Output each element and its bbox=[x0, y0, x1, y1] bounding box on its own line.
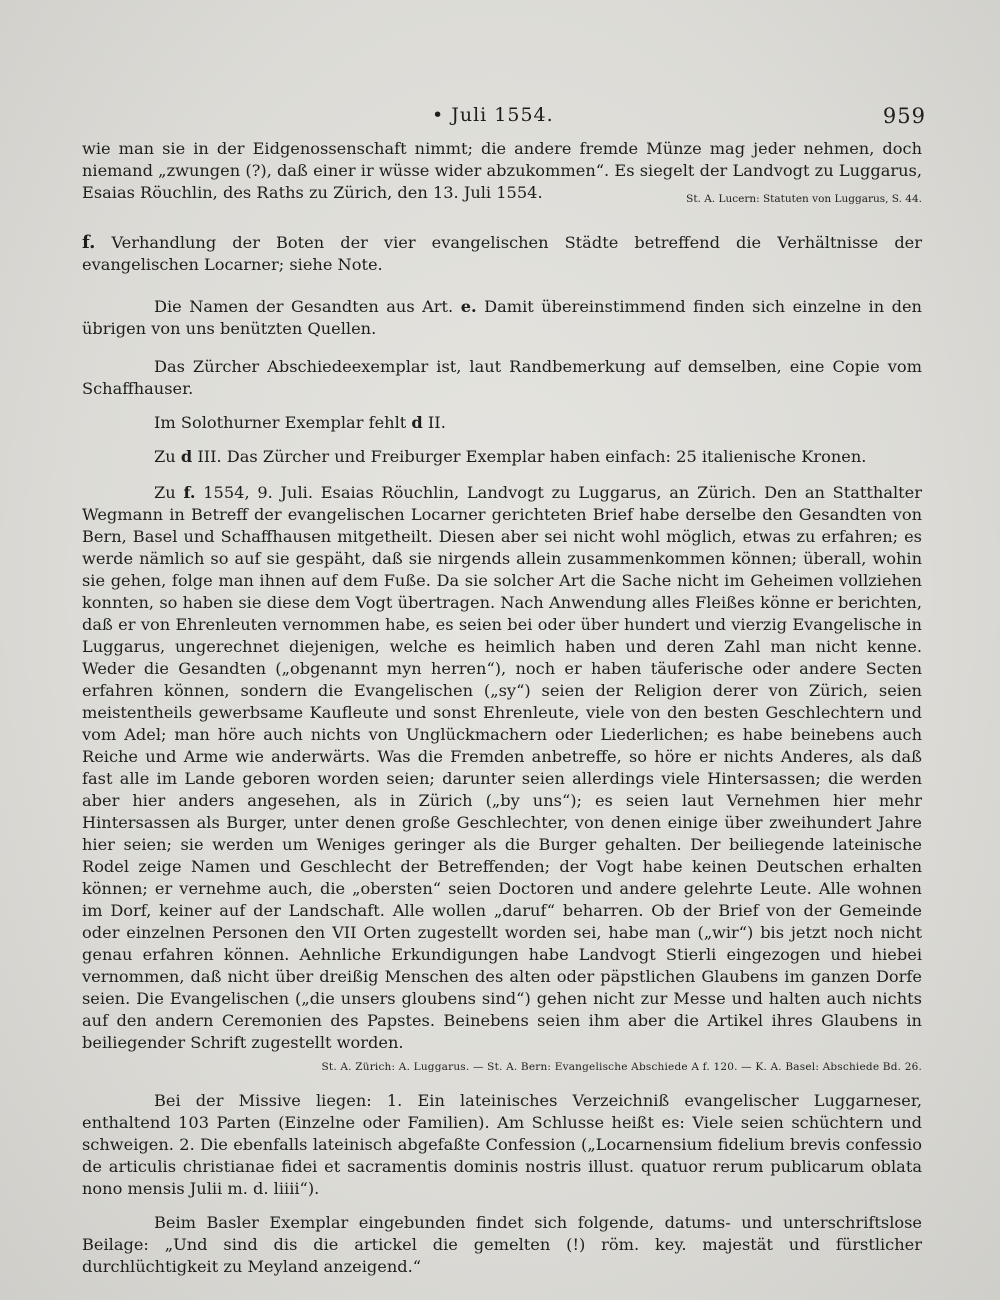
page-number: 959 bbox=[882, 104, 926, 128]
note-text: Die Namen der Gesandten aus Art. bbox=[154, 297, 454, 316]
running-head-date: • Juli 1554. bbox=[432, 104, 554, 126]
note-text: Zu bbox=[154, 483, 176, 502]
note-text: Im Solothurner Exemplar fehlt bbox=[154, 413, 407, 432]
source-citation: St. A. Zürich: A. Luggarus. — St. A. Bern: Evangelische Abschiede A f. 120. — K. A. Basel: Abschiede Bd. 26. bbox=[321, 1061, 922, 1073]
note-solothurner bbox=[82, 412, 922, 434]
note-f-letter bbox=[82, 482, 922, 1054]
note-text: Zu bbox=[154, 447, 176, 466]
source-citation: St. A. Lucern: Statuten von Luggarus, S. 44. bbox=[686, 193, 922, 205]
note-gesandten bbox=[82, 296, 922, 340]
paragraph-charter-end bbox=[82, 138, 922, 204]
note-ref: f. bbox=[183, 483, 196, 502]
section-f-text: Verhandlung der Boten der vier evangelischen Städte betreffend die Verhältnisse der evangelischen Locarner; siehe Note. bbox=[82, 233, 922, 274]
note-ref: d bbox=[180, 447, 193, 466]
note-basler: Beim Basler Exemplar eingebunden findet sich folgende, datums- und unterschriftslose Beilage: „Und sind dis die artickel die gemelten (!) röm. key. majestät und fürstlicher durchlüchtigkeit zu Meyland anzeigend.“ bbox=[82, 1213, 922, 1276]
letter-summary: 1554, 9. Juli. Esaias Röuchlin, Landvogt zu Luggarus, an Zürich. Den an Statthalter Wegmann in Betreff der evangelischen Locarner gerichteten Brief habe derselbe den Gesandten von Bern, Basel und Schaffhausen mitgetheilt. Diesen aber sei nicht wohl möglich, etwas zu erfahren; es werde nämlich so auf sie gespäht, daß sie nirgends allein zusammenkommen können; überall, wohin sie gehen, folge man ihnen auf dem Fuße. Da sie solcher Art die Sache nicht im Geheimen vollziehen konnten, so haben sie diese dem Vogt übertragen. Nach Anwendung alles Fleißes könne er berichten, daß er von Ehrenleuten vernommen habe, es seien bei oder über hundert und vierzig Evangelische in Luggarus, ungerechnet diejenigen, welche es heimlich haben und deren Zahl man nicht kenne. Weder die Gesandten („obgenannt myn herren“), noch er haben täuferische oder andere Secten erfahren können, sondern die Evangelischen („sy“) seien der Religion derer von Zürich, seien meistentheils gewerbsame Kaufleute und sonst Ehrenleute, viele von den besten Geschlechtern und vom Adel; man höre auch nichts von Unglückmachern oder Liederlichen; es habe beinebens auch Reiche und Arme wie anderwärts. Was die Fremden anbetreffe, so höre er nichts Anderes, als daß fast alle im Lande geboren worden seien; darunter seien allerdings viele Hintersassen; die werden aber hier anders angesehen, als in Zürich („by uns“); es seien laut Vernehmen hier mehr Hintersassen als Burger, unter denen große Geschlechter, von denen einige über zweihundert Jahre hier seien; sie werden um Weniges geringer als die Burger gehalten. Der beiliegende lateinische Rodel zeige Namen und Geschlecht der Betreffenden; der Vogt habe keinen Deutschen erhalten können; er vernehme auch, die „obersten“ seien Doctoren und andere gelehrte Leute. Alle wohnen im Dorf, keiner auf der Landschaft. Alle wollen „daruf“ beharren. Ob der Brief von der Gemeinde oder einzelnen Personen den VII Orten zugestellt worden sei, habe man („wir“) bis jetzt noch nicht genau erfahren können. Aehnliche Erkundigungen habe Landvogt Stierli eingezogen und hiebei vernommen, daß nicht über dreißig Menschen des alten oder päpstlichen Glaubens im ganzen Dorfe seien. Die Evangelischen („die unsers gloubens sind“) gehen nicht zur Messe und halten auch nichts auf den andern Ceremonien des Papstes. Beinebens seien ihm aber die Artikel ihres Glaubens in beiliegender Schrift zugestellt worden. bbox=[82, 483, 922, 1052]
note-zuercher: Das Zürcher Abschiedeexemplar ist, laut Randbemerkung auf demselben, eine Copie vom Schaffhauser. bbox=[82, 357, 922, 398]
note-d-iii bbox=[82, 446, 922, 468]
note-text: III. Das Zürcher und Freiburger Exemplar haben einfach: 25 italienische Kronen. bbox=[197, 447, 867, 466]
running-header bbox=[82, 104, 926, 138]
note-text: II. bbox=[427, 413, 446, 432]
note-missive: Bei der Missive liegen: 1. Ein lateinisches Verzeichniß evangelischer Luggarneser, enthaltend 103 Parten (Einzelne oder Familien). Am Schlusse heißt es: Viele seien schüchtern und schweigen. 2. Die ebenfalls lateinisch abgefaßte Confession („Locarnensium fidelium brevis confessio de articulis christianae fidei et sacramentis dominis nostris illust. quatuor rerum publicarum oblata nono mensis Julii m. d. liiii“). bbox=[82, 1091, 922, 1198]
note-ref: e. bbox=[460, 297, 477, 316]
section-letter: f. bbox=[82, 232, 96, 253]
note-ref: d bbox=[411, 413, 423, 432]
section-f-heading bbox=[82, 232, 922, 276]
paragraph-text: wie man sie in der Eidgenossenschaft nimmt; die andere fremde Münze mag jeder nehmen, doch niemand „zwungen (?), daß einer ir wüsse wider abzukommen“. Es siegelt der Landvogt zu Luggarus, Esaias Röuchlin, des Raths zu Zürich, den 13. Juli 1554. bbox=[82, 139, 922, 202]
note-text: Damit übereinstimmend finden sich einzelne in den übrigen von uns benützten Quellen. bbox=[82, 297, 922, 338]
